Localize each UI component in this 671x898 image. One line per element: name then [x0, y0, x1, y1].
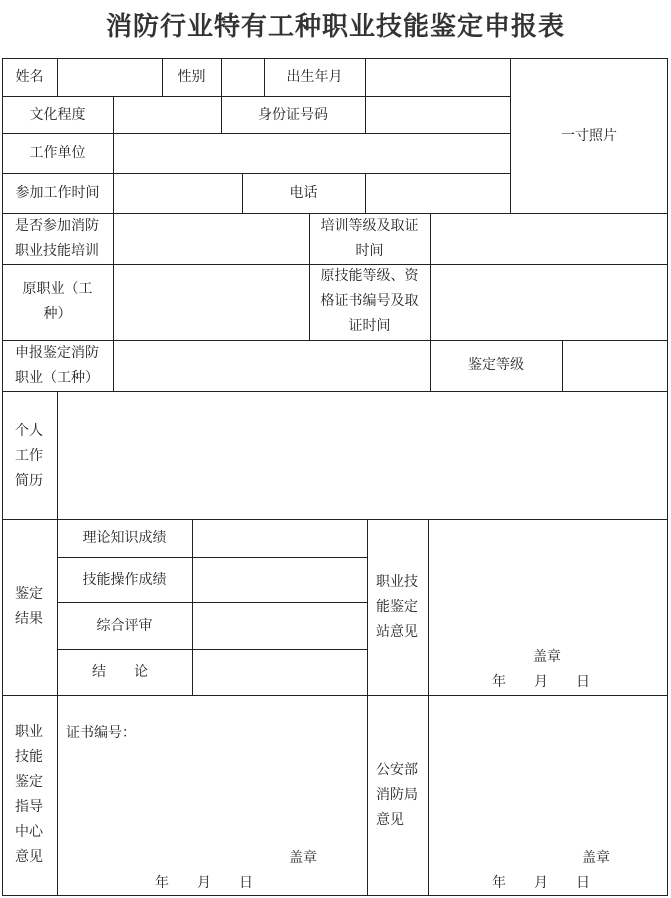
- name-field[interactable]: [58, 59, 162, 96]
- gender-label: 性别: [177, 69, 206, 85]
- photo-placeholder: 一寸照片: [561, 128, 617, 144]
- resume-label: 个人 工作 简历: [15, 423, 43, 489]
- certificate-number-label: 证书编号：: [66, 725, 136, 741]
- birth-date-label: 出生年月: [286, 69, 343, 85]
- fire-bureau-label: 公安部 消防局 意见: [376, 762, 418, 828]
- overall-review-field[interactable]: [193, 603, 367, 649]
- theory-score-label: 理论知识成绩: [82, 530, 167, 546]
- phone-label: 电话: [289, 185, 318, 201]
- appraisal-level-field[interactable]: [563, 341, 668, 391]
- fire-bureau-field[interactable]: [429, 696, 668, 895]
- apply-job-field[interactable]: [114, 341, 430, 391]
- fire-date-label: 年 月 日: [492, 875, 590, 891]
- gender-field[interactable]: [222, 59, 264, 96]
- education-label: 文化程度: [29, 107, 86, 123]
- resume-field[interactable]: [58, 392, 668, 519]
- appraisal-result-label: 鉴定 结果: [15, 586, 43, 627]
- id-number-label: 身份证号码: [258, 107, 328, 123]
- training-level-field[interactable]: [431, 214, 668, 264]
- skill-score-label: 技能操作成绩: [82, 572, 167, 588]
- training-field[interactable]: [114, 214, 309, 264]
- original-job-label: 原职业（工 种）: [22, 281, 93, 322]
- guidance-center-label: 职业 技能 鉴定 指导 中心 意见: [15, 724, 43, 865]
- original-job-field[interactable]: [114, 265, 309, 340]
- apply-job-label: 申报鉴定消防 职业（工种）: [15, 345, 99, 386]
- original-skill-field[interactable]: [431, 265, 668, 340]
- original-skill-label: 原技能等级、资 格证书编号及取 证时间: [320, 268, 419, 334]
- station-date-label: 年 月 日: [492, 674, 590, 690]
- employer-label: 工作单位: [29, 145, 86, 161]
- id-number-field[interactable]: [366, 97, 510, 133]
- conclusion-field[interactable]: [193, 650, 367, 695]
- training-label: 是否参加消防 职业技能培训: [15, 218, 99, 259]
- center-date-label: 年 月 日: [155, 875, 253, 891]
- employer-field[interactable]: [114, 134, 510, 173]
- work-start-label: 参加工作时间: [15, 185, 100, 201]
- center-seal-label: 盖章: [289, 850, 317, 866]
- work-start-field[interactable]: [114, 174, 242, 213]
- theory-score-field[interactable]: [193, 520, 367, 557]
- training-level-label: 培训等级及取证 时间: [320, 218, 419, 259]
- form-title: 消防行业特有工种职业技能鉴定申报表: [105, 12, 565, 42]
- overall-review-label: 综合评审: [96, 618, 153, 634]
- station-seal-label: 盖章: [533, 649, 561, 665]
- conclusion-label: 结 论: [92, 664, 148, 680]
- appraisal-level-label: 鉴定等级: [468, 357, 524, 373]
- name-label: 姓名: [15, 69, 44, 85]
- birth-date-field[interactable]: [366, 59, 510, 96]
- education-field[interactable]: [114, 97, 221, 133]
- skill-score-field[interactable]: [193, 558, 367, 602]
- col-divider: [367, 519, 368, 896]
- station-opinion-label: 职业技 能鉴定 站意见: [376, 574, 418, 640]
- fire-seal-label: 盖章: [582, 850, 610, 866]
- phone-field[interactable]: [366, 174, 510, 213]
